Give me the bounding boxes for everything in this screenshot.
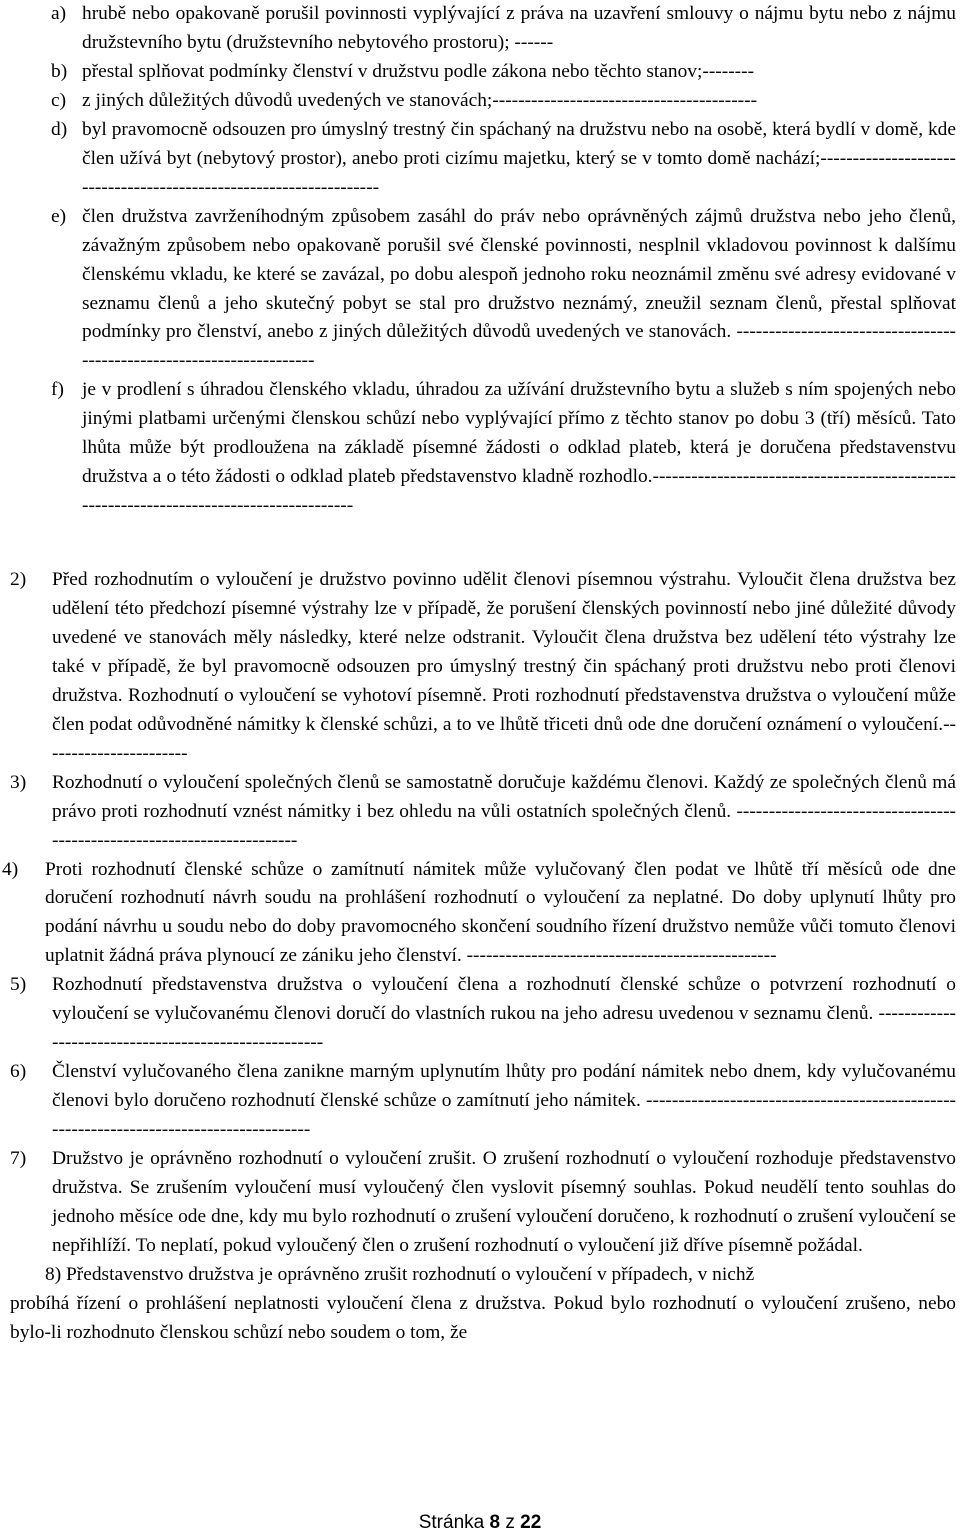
subitem-a xyxy=(0,0,960,58)
subitem-text: přestal splňovat podmínky členství v družstvu podle zákona nebo těchto stanov;-------- xyxy=(82,60,755,82)
subitem-text: hrubě nebo opakovaně porušil povinnosti vyplývající z práva na uzavření smlouvy o nájmu bytu nebo z nájmu družstevního bytu (družstevního nebytového prostoru); ------ xyxy=(82,3,956,53)
item-text: Rozhodnutí o vyloučení společných členů se samostatně doručuje každému členovi. Každý ze společných členů má právo proti rozhodnutí vznést námitky i bez ohledu na vůli ostatních společných členů. ------------------------------------------------------------------------ xyxy=(52,771,956,851)
subitem-list xyxy=(0,0,960,521)
subitem-text: z jiných důležitých důvodů uvedených ve stanovách;----------------------------------------- xyxy=(82,89,758,111)
item-text: Proti rozhodnutí členské schůze o zamítnutí námitek může vylučovaný člen podat ve lhůtě tří měsíců ode dne doručení rozhodnutí návrh soudu na prohlášení rozhodnutí o vyloučení za neplatné. Do doby uplynutí lhůty pro podání návrhu u soudu nebo do doby pravomocného skončení soudního řízení družstvo nemůže vůči tomuto členovi uplatnit žádná práva plynoucí ze zániku jeho členství. ------------------------------------------------ xyxy=(45,858,956,967)
numbered-item-6 xyxy=(0,1058,960,1145)
subitem-f xyxy=(0,376,960,521)
subitem-label: c) xyxy=(51,89,67,111)
page-separator: z xyxy=(505,1512,515,1533)
subitem-text: člen družstva zavrženíhodným způsobem zasáhl do práv nebo oprávněných zájmů družstva nebo jeho členů, závažným způsobem nebo opakovaně porušil své členské povinnosti, nesplnil vkladovou povinnost k dalšímu členskému vkladu, ke které se zavázal, po dobu alespoň jednoho roku neoznámil změnu své adresy evidované v seznamu členů a jeho skutečný pobyt se stal pro družstvo neznámý, zneužil seznam členů, přestal splňovat podmínky pro členství, anebo z jiných důležitých důvodů uvedených ve stanovách. ---------------------------------------------------------------------- xyxy=(82,205,956,372)
numbered-item-3 xyxy=(0,769,960,856)
item-text: Členství vylučovaného člena zanikne marným uplynutím lhůty pro podání námitek nebo dnem, kdy vylučovanému členovi bylo doručeno rozhodnutí členské schůze o zamítnutí jeho námitek. ---------------------------------------------------------------------------------------- xyxy=(52,1061,956,1141)
subitem-e xyxy=(0,203,960,377)
item-text: Před rozhodnutím o vyloučení je družstvo povinno udělit členovi písemnou výstrahu. Vyloučit člena družstva bez udělení této předchozí písemné výstrahy lze v případě, že porušení členských povinností nebo jiné důležité důvody uvedené ve stanovách měly následky, které nelze odstranit. Vyloučit člena družstva bez udělení této výstrahy lze také v případě, že byl pravomocně odsouzen pro úmyslný trestný čin spáchaný proti družstvu nebo proti členovi družstva. Rozhodnutí o vyloučení se vyhotoví písemně. Proti rozhodnutí představenstva družstva o vyloučení může člen podat odůvodněné námitky k členské schůzi, a to ve lhůtě třiceti dnů ode dne doručení oznámení o vyloučení.----------------------- xyxy=(52,569,956,764)
paragraph-8-first-line: 8) Představenstvo družstva je oprávněno zrušit rozhodnutí o vyloučení v případech, v nichž xyxy=(45,1263,755,1285)
paragraph-8-continuation: probíhá řízení o prohlášení neplatnosti vyloučení člena z družstva. Pokud bylo rozhodnutí o vyloučení zrušeno, nebo bylo-li rozhodnuto členskou schůzí nebo soudem o tom, že xyxy=(10,1292,956,1343)
current-page-number: 8 xyxy=(489,1512,501,1533)
subitem-text: je v prodlení s úhradou členského vkladu, úhradou za užívání družstevního bytu a služeb s ním spojených nebo jinými platbami určenými členskou schůzí nebo vyplývající přímo z těchto stanov po dobu 3 (tří) měsíců. Tato lhůta může být prodloužena na základě písemné žádosti o odklad plateb, která je doručena představenstvu družstva a o této žádosti o odklad plateb představenstvo kladně rozhodlo.----------------------------------------------------------------------------------------- xyxy=(82,379,956,517)
item-number: 4) xyxy=(2,858,19,880)
subitem-label: e) xyxy=(51,205,67,227)
item-number: 2) xyxy=(10,569,27,590)
numbered-list xyxy=(0,566,960,1348)
page-footer xyxy=(0,1511,960,1535)
numbered-item-4 xyxy=(0,856,960,972)
total-pages-number: 22 xyxy=(520,1512,542,1533)
item-number: 6) xyxy=(10,1061,27,1083)
item-number: 5) xyxy=(10,974,27,996)
subitem-label: b) xyxy=(51,60,68,82)
subitem-b xyxy=(0,58,960,87)
subitem-c xyxy=(0,87,960,116)
subitem-label: d) xyxy=(51,118,68,140)
subitem-label: f) xyxy=(51,379,64,401)
numbered-item-5 xyxy=(0,971,960,1058)
item-text: Rozhodnutí představenstva družstva o vyloučení člena a rozhodnutí členské schůze o potvrzení rozhodnutí o vyloučení se vylučovanému členovi doručí do vlastních rukou na jeho adresu uvedenou v seznamu členů. ------------------------------------------------------ xyxy=(52,974,956,1054)
page-label: Stránka xyxy=(418,1512,485,1533)
subitem-text: byl pravomocně odsouzen pro úmyslný trestný čin spáchaný na družstvu nebo na osobě, která bydlí v domě, kde člen užívá byt (nebytový prostor), anebo proti cizímu majetku, který se v tomto domě nachází;------------------------------------------------------------------- xyxy=(82,118,956,198)
numbered-item-2 xyxy=(0,566,960,769)
item-text: Družstvo je oprávněno rozhodnutí o vyloučení zrušit. O zrušení rozhodnutí o vyloučení rozhoduje představenstvo družstva. Se zrušením vyloučení musí vyloučený člen vyslovit písemný souhlas. Pokud neudělí tento souhlas do jednoho měsíce ode dne, kdy mu bylo rozhodnutí o zrušení vyloučení doručeno, k rozhodnutí o zrušení vyloučení se nepřihlíží. To neplatí, pokud vyloučený člen o zrušení rozhodnutí o vyloučení již dříve písemně požádal. xyxy=(52,1148,956,1256)
subitem-label: a) xyxy=(51,3,67,24)
item-number: 3) xyxy=(10,771,27,793)
item-number: 7) xyxy=(10,1148,27,1170)
numbered-item-7 xyxy=(0,1145,960,1261)
subitem-d xyxy=(0,116,960,203)
